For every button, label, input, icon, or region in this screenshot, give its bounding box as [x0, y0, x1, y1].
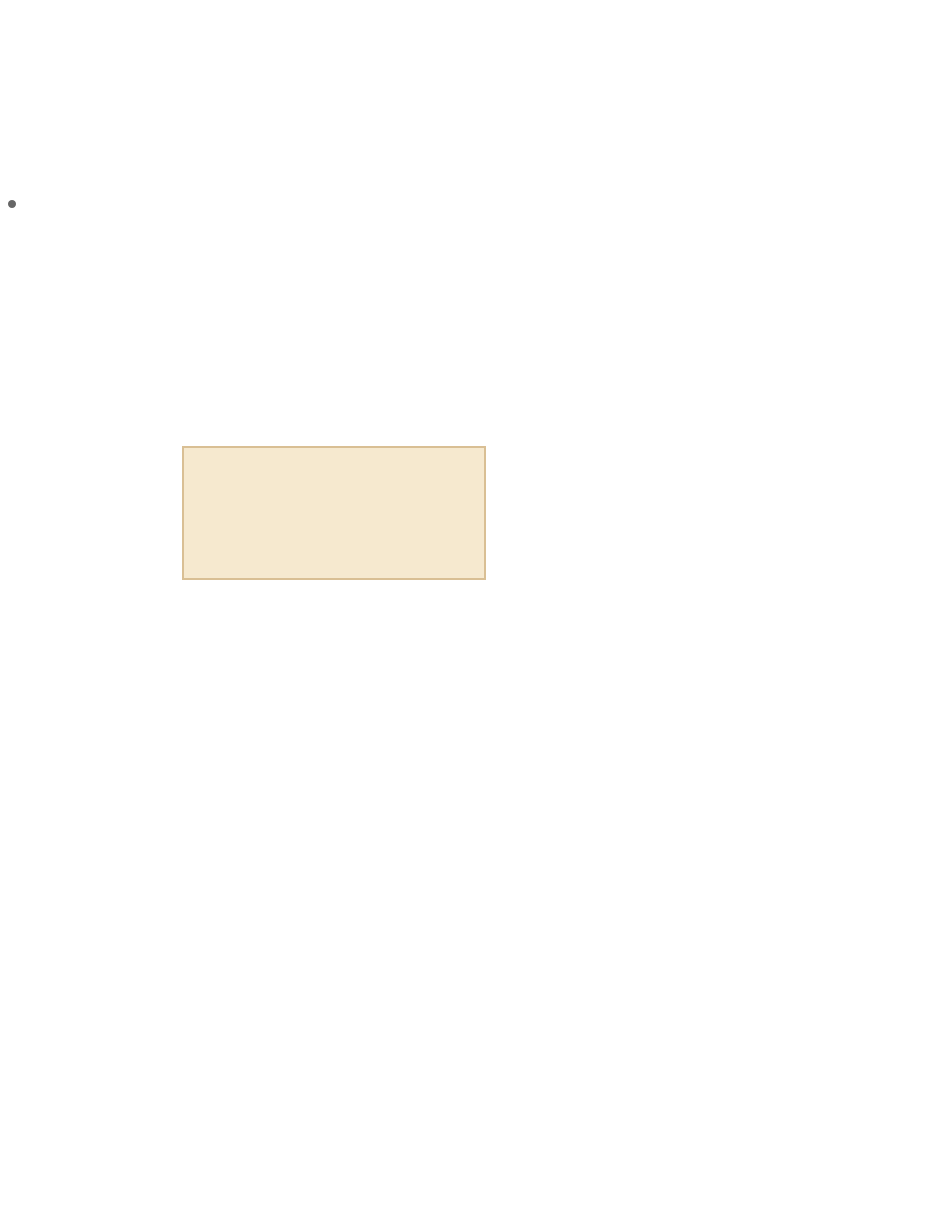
article-body	[8, 196, 926, 1204]
column-3	[632, 196, 926, 1204]
column-1	[8, 196, 302, 1204]
bullet-icon	[8, 200, 16, 208]
pull-quote-box	[182, 446, 486, 580]
byline	[8, 196, 302, 212]
column-2	[316, 196, 618, 1204]
